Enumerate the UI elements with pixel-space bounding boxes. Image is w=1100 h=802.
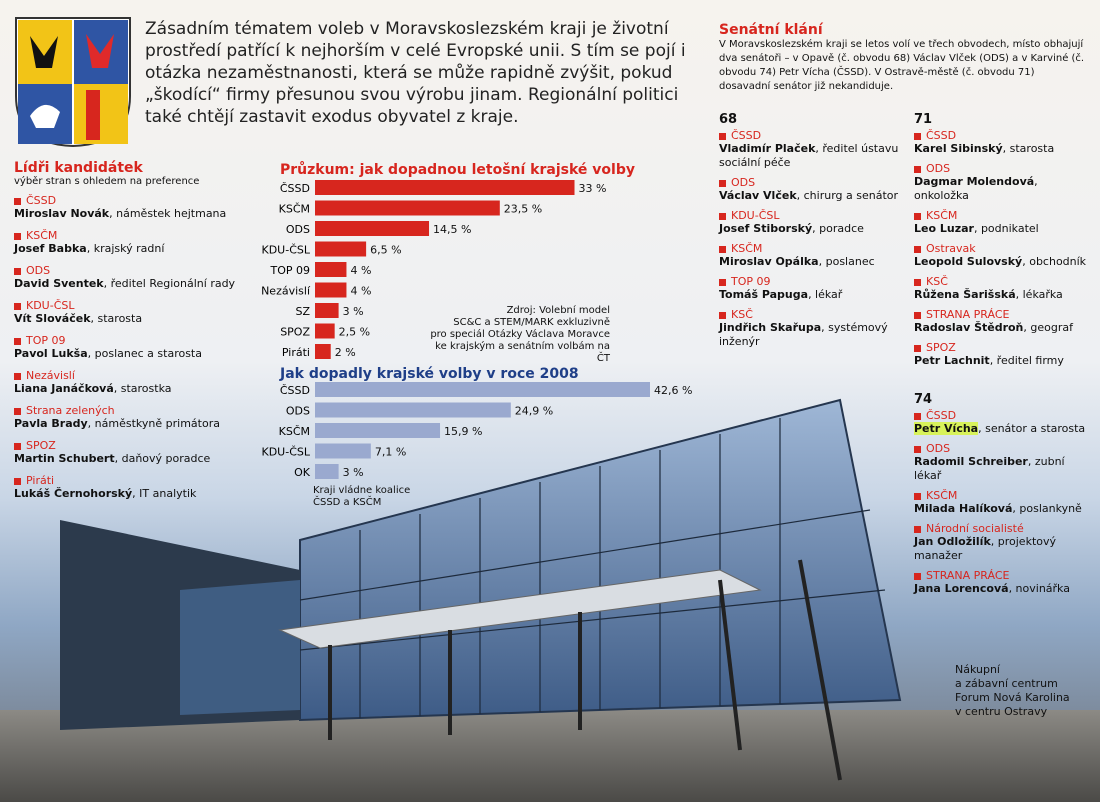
tick-label: KDU-ČSL xyxy=(261,243,310,257)
party-label xyxy=(14,334,264,347)
bar xyxy=(315,444,371,459)
party-square-icon xyxy=(719,312,726,319)
party-label xyxy=(719,275,904,288)
party-label xyxy=(914,409,1094,422)
candidate-entry xyxy=(14,299,264,326)
candidate-entry xyxy=(14,264,264,291)
candidate-line xyxy=(914,502,1094,516)
district-number: 74 xyxy=(914,392,933,407)
candidate-name: Jana Lorencová xyxy=(914,582,1009,595)
bar xyxy=(315,283,346,298)
party-name: ODS xyxy=(26,264,51,277)
tick-label: ODS xyxy=(285,404,310,418)
party-name: KSČM xyxy=(731,242,763,255)
party-square-icon xyxy=(14,408,21,415)
leaders-panel xyxy=(14,160,264,509)
tick-label: SPOZ xyxy=(280,325,310,339)
party-square-icon xyxy=(914,279,921,286)
candidate-name: Růžena Šarišská xyxy=(914,288,1016,301)
candidate-name: Liana Janáčková xyxy=(14,382,114,395)
party-square-icon xyxy=(914,166,921,173)
party-name: STRANA PRÁCE xyxy=(926,308,1010,321)
candidate-name: Vladimír Plaček xyxy=(719,142,816,155)
district-71 xyxy=(914,112,1094,374)
party-label xyxy=(14,474,264,487)
party-square-icon xyxy=(14,303,21,310)
party-name: Ostravak xyxy=(926,242,976,255)
bar xyxy=(315,242,366,257)
party-name: ODS xyxy=(926,162,951,175)
candidate-role: , daňový poradce xyxy=(114,452,211,465)
party-label xyxy=(914,129,1094,142)
party-square-icon xyxy=(719,279,726,286)
candidate-entry xyxy=(914,569,1094,596)
candidate-line xyxy=(14,487,264,501)
data-label: 4 % xyxy=(350,284,372,298)
candidate-entry xyxy=(14,229,264,256)
party-square-icon xyxy=(914,345,921,352)
party-square-icon xyxy=(914,213,921,220)
party-label xyxy=(914,569,1094,582)
party-square-icon xyxy=(14,443,21,450)
candidate-line xyxy=(914,142,1094,156)
candidate-entry xyxy=(914,341,1094,368)
candidate-role: , krajský radní xyxy=(86,242,165,255)
candidate-line xyxy=(914,582,1094,596)
candidate-entry xyxy=(914,129,1094,156)
candidate-name: Josef Stiborský xyxy=(719,222,813,235)
leaders-subtitle: výběr stran s ohledem na preference xyxy=(14,176,200,187)
candidate-role: , zubní lékař xyxy=(914,455,1065,482)
party-name: STRANA PRÁCE xyxy=(926,569,1010,582)
party-square-icon xyxy=(14,233,21,240)
candidate-entry xyxy=(14,404,264,431)
party-square-icon xyxy=(914,573,921,580)
party-name: ČSSD xyxy=(926,129,957,142)
tick-label: SZ xyxy=(295,305,310,318)
party-label xyxy=(719,209,904,222)
candidate-name: Miroslav Opálka xyxy=(719,255,819,268)
party-name: KSČM xyxy=(26,229,58,242)
candidate-line xyxy=(14,347,264,361)
candidate-name: Jindřich Skařupa xyxy=(719,321,822,334)
party-label xyxy=(914,489,1094,502)
candidate-name: Lukáš Černohorský xyxy=(14,487,133,500)
candidate-line xyxy=(719,189,904,203)
candidate-line xyxy=(914,175,1094,203)
candidate-entry xyxy=(14,474,264,501)
party-name: ČSSD xyxy=(731,129,762,142)
candidate-line xyxy=(719,288,904,302)
tick-label: Piráti xyxy=(281,346,310,359)
tick-label: KSČM xyxy=(278,425,310,438)
candidate-line xyxy=(719,222,904,236)
tick-label: ČSSD xyxy=(279,182,310,195)
candidate-line xyxy=(914,422,1094,436)
party-name: SPOZ xyxy=(926,341,956,354)
candidate-role: , poslanec a starosta xyxy=(87,347,202,360)
party-name: Piráti xyxy=(26,474,55,487)
party-square-icon xyxy=(14,373,21,380)
candidate-role: , náměstek hejtmana xyxy=(109,207,227,220)
bar xyxy=(315,221,429,236)
candidate-name: Radomil Schreiber xyxy=(914,455,1028,468)
candidate-line xyxy=(14,452,264,466)
source-note: Zdroj: Volební model SC&C a STEM/MARK exkluzivně pro speciál Otázky Václava Moravce ke krajským a senátním volbám na ČT xyxy=(430,305,610,364)
candidate-role: , ředitel firmy xyxy=(989,354,1064,367)
party-label xyxy=(719,176,904,189)
data-label: 42,6 % xyxy=(654,384,693,397)
candidate-line xyxy=(14,207,264,221)
candidate-entry xyxy=(719,242,904,269)
party-name: Strana zelených xyxy=(26,404,115,417)
tick-label: ODS xyxy=(285,223,310,236)
bar xyxy=(315,180,575,195)
candidate-role: , senátor a starosta xyxy=(978,422,1086,435)
candidate-role: , poradce xyxy=(812,222,864,235)
party-label xyxy=(14,404,264,417)
party-name: ČSSD xyxy=(26,194,57,207)
data-label: 3 % xyxy=(342,305,364,318)
party-square-icon xyxy=(914,246,921,253)
coat-of-arms-icon xyxy=(14,16,132,148)
candidate-line xyxy=(719,321,904,349)
party-name: KSČ xyxy=(926,275,948,288)
candidate-line xyxy=(914,222,1094,236)
district-number: 71 xyxy=(914,112,933,127)
candidate-entry xyxy=(14,334,264,361)
party-square-icon xyxy=(14,478,21,485)
data-label: 3 % xyxy=(342,466,364,479)
candidate-role: , ředitel ústavu sociální péče xyxy=(719,142,899,169)
candidate-name: Pavla Brady xyxy=(14,417,88,430)
tick-label: Nezávislí xyxy=(261,284,310,298)
candidate-role: , chirurg a senátor xyxy=(796,189,899,202)
candidate-name: Petr Vícha xyxy=(914,422,979,435)
party-label xyxy=(719,308,904,321)
party-name: Národní socialisté xyxy=(926,522,1024,535)
party-square-icon xyxy=(914,526,921,533)
candidate-line xyxy=(914,354,1094,368)
senate-title: Senátní klání xyxy=(719,22,823,38)
party-name: KSČM xyxy=(926,209,958,222)
candidate-line xyxy=(914,455,1094,483)
candidate-line xyxy=(914,535,1094,563)
candidate-role: , obchodník xyxy=(1022,255,1087,268)
candidate-entry xyxy=(719,176,904,203)
party-name: Nezávislí xyxy=(26,369,75,382)
party-square-icon xyxy=(719,246,726,253)
candidate-entry xyxy=(14,439,264,466)
bar xyxy=(315,262,346,277)
candidate-name: Tomáš Papuga xyxy=(719,288,809,301)
bar xyxy=(315,201,500,216)
party-label xyxy=(719,129,904,142)
bar xyxy=(315,382,650,397)
candidate-entry xyxy=(719,209,904,236)
data-label: 23,5 % xyxy=(503,202,543,216)
candidate-name: Petr Lachnit xyxy=(914,354,990,367)
party-label xyxy=(914,442,1094,455)
party-name: SPOZ xyxy=(26,439,56,452)
candidate-name: Dagmar Molendová xyxy=(914,175,1035,188)
photo-caption: Nákupní a zábavní centrum Forum Nová Karolina v centru Ostravy xyxy=(955,663,1070,718)
tick-label: ČSSD xyxy=(279,384,310,397)
candidate-entry xyxy=(914,409,1094,436)
candidate-entry xyxy=(719,275,904,302)
party-name: KDU-ČSL xyxy=(731,209,780,222)
candidate-role: , lékařka xyxy=(1015,288,1063,301)
party-label xyxy=(914,275,1094,288)
senate-panel xyxy=(719,22,1089,94)
candidate-line xyxy=(719,255,904,269)
candidate-entry xyxy=(14,194,264,221)
party-name: KSČ xyxy=(731,308,753,321)
party-label xyxy=(914,162,1094,175)
candidate-name: Martin Schubert xyxy=(14,452,115,465)
party-square-icon xyxy=(914,413,921,420)
candidate-entry xyxy=(719,308,904,349)
senate-intro: V Moravskoslezském kraji se letos volí ve třech obvodech, místo obhajují dva senátoři – v Opavě (č. obvodu 68) Václav Vlček (ODS) a v Karviné (č. obvodu 74) Petr Vícha (ČSSD). V Ostravě-městě (č. obvodu 71) dosavadní senátor již nekandiduje. xyxy=(719,39,1085,92)
tick-label: TOP 09 xyxy=(270,264,310,277)
tick-label: KDU-ČSL xyxy=(261,445,310,459)
candidate-name: Václav Vlček xyxy=(719,189,797,202)
party-label xyxy=(14,299,264,312)
candidate-name: Pavol Lukša xyxy=(14,347,88,360)
candidate-entry xyxy=(914,209,1094,236)
party-square-icon xyxy=(914,133,921,140)
candidate-line xyxy=(14,382,264,396)
candidate-name: Radoslav Štědroň xyxy=(914,321,1024,334)
bar xyxy=(315,303,339,318)
party-label xyxy=(914,242,1094,255)
party-name: ČSSD xyxy=(926,409,957,422)
candidate-role: , poslankyně xyxy=(1012,502,1082,515)
candidate-name: Leopold Sulovský xyxy=(914,255,1023,268)
candidate-role: , starosta xyxy=(90,312,143,325)
chart-2008 xyxy=(262,382,693,479)
data-label: 15,9 % xyxy=(444,425,483,438)
coalition-note: Kraji vládne koalice ČSSD a KSČM xyxy=(313,485,411,508)
candidate-role: , lékař xyxy=(808,288,843,301)
candidate-name: Miroslav Novák xyxy=(14,207,110,220)
candidate-name: David Sventek xyxy=(14,277,104,290)
chart-2024-title: Průzkum: jak dopadnou letošní krajské volby xyxy=(280,162,635,178)
candidate-role: , onkoložka xyxy=(914,175,1038,202)
tick-label: OK xyxy=(294,466,310,479)
bar xyxy=(315,423,440,438)
party-square-icon xyxy=(14,268,21,275)
intro-paragraph: Zásadním tématem voleb v Moravskoslezském kraji je životní prostředí patřící k nejhorším v celé Evropské unii. S tím se pojí i otázka nezaměstnanosti, která se může rapidně zvýšit, pokud „škodící“ firmy přesunou svou výrobu jinam. Regionální politici také chtějí zastavit exodus obyvatel z kraje. xyxy=(145,19,686,127)
chart-2008-title: Jak dopadly krajské volby v roce 2008 xyxy=(280,366,579,382)
candidate-name: Jan Odložilík xyxy=(914,535,991,548)
data-label: 6,5 % xyxy=(370,243,402,257)
candidate-role: , systémový inženýr xyxy=(719,321,888,348)
candidate-name: Leo Luzar xyxy=(914,222,974,235)
candidate-line xyxy=(914,321,1094,335)
bar xyxy=(315,403,511,418)
candidate-line xyxy=(14,242,264,256)
data-label: 4 % xyxy=(350,264,372,277)
party-label xyxy=(914,308,1094,321)
candidate-entry xyxy=(914,442,1094,483)
candidate-entry xyxy=(14,369,264,396)
candidate-name: Karel Sibinský xyxy=(914,142,1003,155)
party-name: KDU-ČSL xyxy=(26,299,75,312)
candidate-entry xyxy=(914,489,1094,516)
data-label: 33 % xyxy=(578,182,607,195)
candidate-line xyxy=(14,312,264,326)
party-label xyxy=(914,341,1094,354)
candidate-role: , projektový manažer xyxy=(914,535,1057,562)
party-label xyxy=(14,264,264,277)
candidate-role: , geograf xyxy=(1023,321,1073,334)
candidate-entry xyxy=(914,162,1094,203)
candidate-role: , poslanec xyxy=(818,255,875,268)
candidate-role: , IT analytik xyxy=(132,487,197,500)
candidate-role: , novinářka xyxy=(1008,582,1070,595)
candidate-role: , ředitel Regionální rady xyxy=(103,277,236,290)
party-name: TOP 09 xyxy=(26,334,66,347)
data-label: 2 % xyxy=(334,346,356,359)
candidate-line xyxy=(914,288,1094,302)
party-label xyxy=(14,229,264,242)
bar xyxy=(315,464,339,479)
candidate-entry xyxy=(719,129,904,170)
party-name: ODS xyxy=(731,176,756,189)
party-square-icon xyxy=(719,213,726,220)
candidate-role: , starosta xyxy=(1002,142,1055,155)
party-square-icon xyxy=(914,312,921,319)
party-name: TOP 09 xyxy=(731,275,771,288)
tick-label: KSČM xyxy=(278,202,310,216)
party-label xyxy=(14,194,264,207)
candidate-name: Josef Babka xyxy=(14,242,87,255)
data-label: 7,1 % xyxy=(374,445,407,459)
party-square-icon xyxy=(14,198,21,205)
candidate-entry xyxy=(914,308,1094,335)
bar xyxy=(315,324,335,339)
candidate-line xyxy=(914,255,1094,269)
data-label: 14,5 % xyxy=(433,223,472,236)
candidate-entry xyxy=(914,275,1094,302)
party-square-icon xyxy=(719,180,726,187)
party-name: KSČM xyxy=(926,489,958,502)
leaders-title: Lídři kandidátek xyxy=(14,160,143,176)
party-square-icon xyxy=(914,493,921,500)
party-label xyxy=(14,369,264,382)
party-label xyxy=(14,439,264,452)
candidate-role: , starostka xyxy=(113,382,172,395)
party-square-icon xyxy=(914,446,921,453)
candidate-role: , podnikatel xyxy=(973,222,1039,235)
party-label xyxy=(914,522,1094,535)
data-label: 2,5 % xyxy=(338,325,371,339)
candidate-line xyxy=(14,417,264,431)
candidate-name: Vít Slováček xyxy=(14,312,91,325)
leaders-list xyxy=(14,194,264,501)
party-name: ODS xyxy=(926,442,951,455)
party-square-icon xyxy=(719,133,726,140)
party-label xyxy=(914,209,1094,222)
candidate-role: , náměstkyně primátora xyxy=(87,417,220,430)
party-square-icon xyxy=(14,338,21,345)
data-label: 24,9 % xyxy=(514,404,554,418)
candidate-entry xyxy=(914,522,1094,563)
candidate-line xyxy=(719,142,904,170)
district-74 xyxy=(914,392,1094,602)
party-label xyxy=(719,242,904,255)
district-number: 68 xyxy=(719,112,738,127)
bar xyxy=(315,344,331,359)
candidate-entry xyxy=(914,242,1094,269)
district-68 xyxy=(719,112,904,355)
candidate-name: Milada Halíková xyxy=(914,502,1013,515)
candidate-line xyxy=(14,277,264,291)
